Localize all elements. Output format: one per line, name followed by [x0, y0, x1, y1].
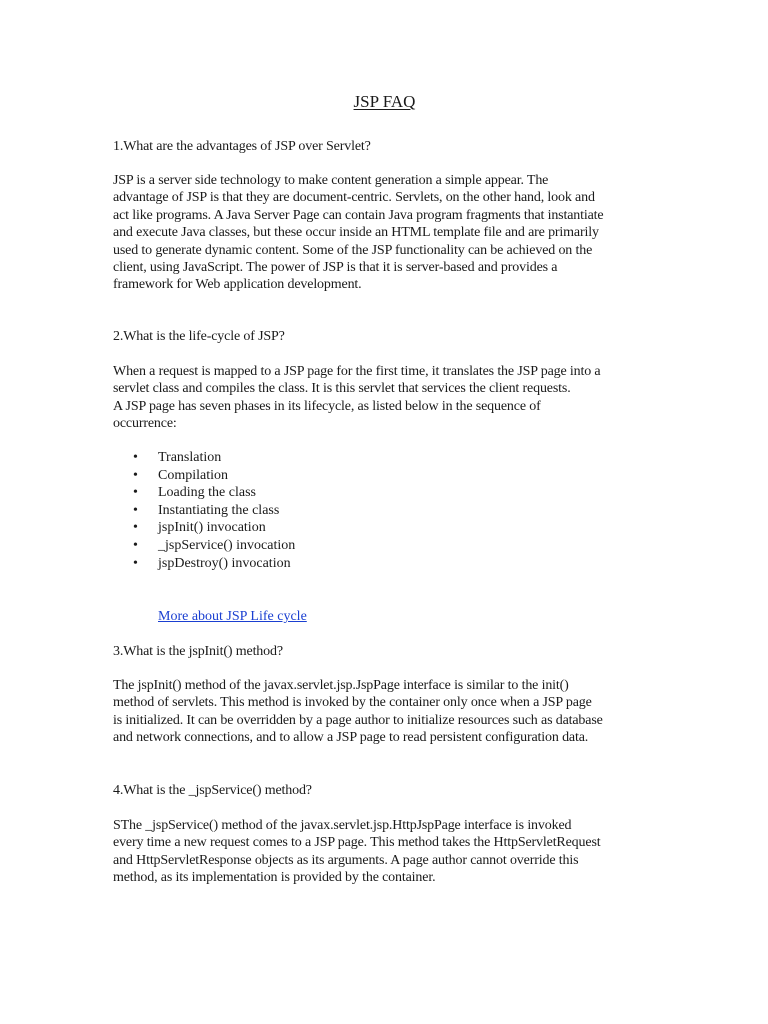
- answer-3-line: The jspInit() method of the javax.servlet.jsp.JspPage interface is similar to the init(): [113, 678, 569, 693]
- answer-2-line: occurrence:: [113, 416, 177, 432]
- list-item: [113, 449, 295, 467]
- answer-2-line: servlet class and compiles the class. It is this servlet that services the client requests.: [113, 381, 571, 397]
- question-4: 4.What is the _jspService() method?: [113, 783, 312, 798]
- answer-4-line: and HttpServletResponse objects as its arguments. A page author cannot override this: [113, 852, 579, 868]
- bullet-icon: •: [133, 555, 138, 571]
- question-1: 1.What are the advantages of JSP over Servlet?: [113, 139, 371, 154]
- list-item-label: Compilation: [158, 467, 228, 483]
- answer-1-line: used to generate dynamic content. Some of the JSP functionality can be achieved on the: [113, 242, 593, 258]
- bullet-icon: •: [133, 537, 138, 553]
- bullet-icon: •: [133, 520, 138, 536]
- list-item-label: jspDestroy() invocation: [158, 555, 291, 571]
- answer-3-line: and network connections, and to allow a JSP page to read persistent configuration data.: [113, 730, 589, 746]
- answer-1: [113, 172, 661, 294]
- bullet-icon: •: [133, 485, 138, 501]
- answer-2-line: When a request is mapped to a JSP page for the first time, it translates the JSP page into a: [113, 364, 601, 379]
- more-about-lifecycle-link[interactable]: More about JSP Life cycle: [158, 609, 307, 624]
- question-2: 2.What is the life-cycle of JSP?: [113, 329, 285, 344]
- answer-4-line: SThe _jspService() method of the javax.servlet.jsp.HttpJspPage interface is invoked: [113, 818, 572, 833]
- list-item: [113, 519, 295, 537]
- list-item-label: Instantiating the class: [158, 502, 280, 518]
- answer-1-line: JSP is a server side technology to make content generation a simple appear. The: [113, 173, 549, 188]
- bullet-icon: •: [133, 467, 138, 483]
- list-item-label: _jspService() invocation: [158, 537, 296, 553]
- bullet-icon: •: [133, 502, 138, 518]
- list-item-label: jspInit() invocation: [158, 520, 266, 536]
- page-title: JSP FAQ: [353, 92, 416, 111]
- answer-3-line: method of servlets. This method is invoked by the container only once when a JSP page: [113, 695, 592, 711]
- list-item: [113, 502, 295, 520]
- answer-3-line: is initialized. It can be overridden by a page author to initialize resources such as database: [113, 712, 603, 728]
- answer-1-line: client, using JavaScript. The power of JSP is that it is server-based and provides a: [113, 260, 558, 276]
- answer-4: [113, 817, 661, 887]
- list-item: [113, 484, 295, 502]
- bullet-icon: •: [133, 450, 138, 465]
- list-item: [113, 467, 295, 485]
- list-item: [113, 537, 295, 555]
- list-item: [113, 555, 295, 573]
- answer-4-line: every time a new request comes to a JSP page. This method takes the HttpServletRequest: [113, 835, 601, 851]
- answer-2: [113, 363, 661, 433]
- answer-4-line: method, as its implementation is provided by the container.: [113, 870, 436, 886]
- list-item-label: Loading the class: [158, 485, 256, 501]
- answer-2-line: A JSP page has seven phases in its lifecycle, as listed below in the sequence of: [113, 398, 541, 414]
- answer-3: [113, 677, 661, 747]
- answer-1-line: advantage of JSP is that they are document-centric. Servlets, on the other hand, look and: [113, 190, 595, 206]
- list-item-label: Translation: [158, 450, 222, 465]
- lifecycle-phase-list: [113, 449, 295, 572]
- answer-1-line: act like programs. A Java Server Page can contain Java program fragments that instantiate: [113, 207, 604, 223]
- answer-1-line: and execute Java classes, but these occur inside an HTML template file and are primarily: [113, 225, 599, 241]
- question-3: 3.What is the jspInit() method?: [113, 644, 283, 659]
- answer-1-line: framework for Web application development.: [113, 277, 362, 293]
